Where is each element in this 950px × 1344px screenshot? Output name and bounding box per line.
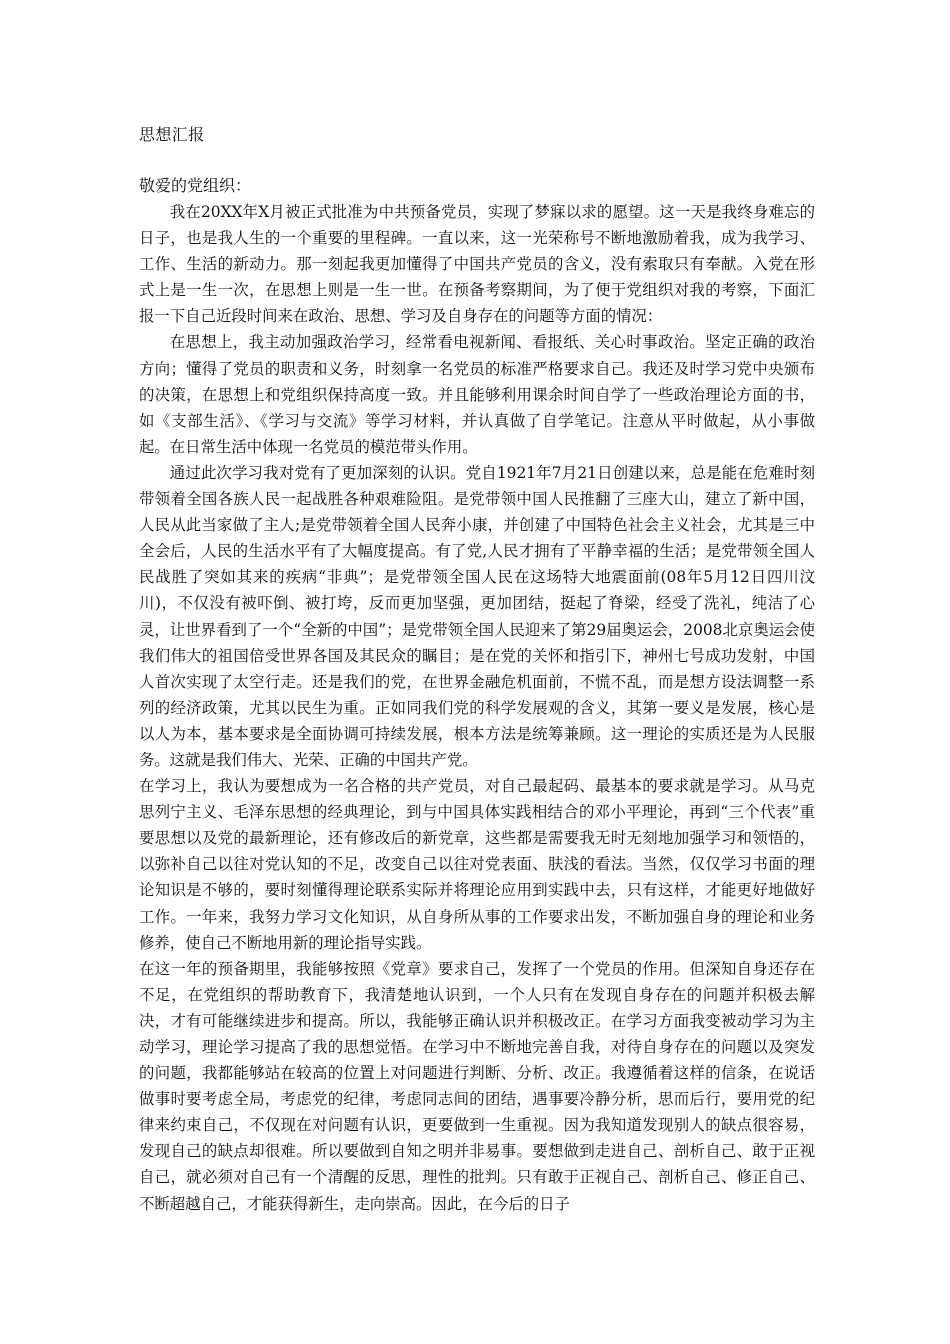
- document-title: 思想汇报: [139, 125, 205, 144]
- paragraph-study: 在学习上，我认为要想成为一名合格的共产党员，对自己最起码、最基本的要求就是学习。从马克思列宁主义、毛泽东思想的经典理论，到与中国具体实践相结合的邓小平理论，再到“三个代表”重要思想以及党的最新理论，还有修改后的新党章，这些都是需要我无时无刻地加强学习和领悟的，以弥补自己以往对党认知的不足，改变自己以往对党表面、肤浅的看法。当然，仅仅学习书面的理论知识是不够的，要时刻懂得理论联系实际并将理论应用到实践中去，只有这样，才能更好地做好工作。一年来，我努力学习文化知识，从自身所从事的工作要求出发，不断加强自身的理论和业务修养，使自己不断地用新的理论指导实践。: [139, 777, 815, 952]
- paragraph-intro: 我在20XX年X月被正式批准为中共预备党员，实现了梦寐以求的愿望。这一天是我终身难忘的日子，也是我人生的一个重要的里程碑。一直以来，这一光荣称号不断地激励着我，成为我学习、工作、生活的新动力。那一刻起我更加懂得了中国共产党员的含义，没有索取只有奉献。入党在形式上是一生一次，在思想上则是一生一世。在预备考察期间，为了便于党组织对我的考察，下面汇报一下自己近段时间来在政治、思想、学习及自身存在的问题等方面的情况：: [139, 203, 815, 326]
- paragraph-thought: 在思想上，我主动加强政治学习，经常看电视新闻、看报纸、关心时事政治。坚定正确的政治方向；懂得了党员的职责和义务，时刻拿一名党员的标准严格要求自己。我还及时学习党中央颁布的决策，在思想上和党组织保持高度一致。并且能够利用课余时间自学了一些政治理论方面的书，如《支部生活》、《学习与交流》等学习材料，并认真做了自学笔记。注意从平时做起，从小事做起。在日常生活中体现一名党员的模范带头作用。: [139, 333, 815, 456]
- document-body: [139, 199, 815, 1217]
- paragraph-party-history: 通过此次学习我对党有了更加深刻的认识。党自1921年7月21日创建以来，总是能在危难时刻带领着全国各族人民一起战胜各种艰难险阻。是党带领中国人民推翻了三座大山，建立了新中国，人民从此当家做了主人;是党带领着全国人民奔小康，并创建了中国特色社会主义社会，尤其是三中全会后，人民的生活水平有了大幅度提高。有了党,人民才拥有了平静幸福的生活；是党带领全国人民战胜了突如其来的疾病“非典”；是党带领全国人民在这场特大地震面前(08年5月12日四川汶川)，不仅没有被吓倒、被打垮，反而更加坚强，更加团结，挺起了脊梁，经受了洗礼，纯洁了心灵，让世界看到了一个“全新的中国”；是党带领全国人民迎来了第29届奥运会，2008北京奥运会使我们伟大的祖国倍受世界各国及其民众的瞩目；是在党的关怀和指引下，神州七号成功发射，中国人首次实现了太空行走。还是我们的党，在世界金融危机面前，不慌不乱，而是想方设法调整一系列的经济政策，尤其以民生为重。正如同我们党的科学发展观的含义，其第一要义是发展，核心是以人为本，基本要求是全面协调可持续发展，根本方法是统筹兼顾。这一理论的实质还是为人民服务。这就是我们伟大、光荣、正确的中国共产党。: [139, 463, 815, 769]
- salutation: 敬爱的党组织：: [139, 176, 252, 195]
- paragraph-self-reflection: 在这一年的预备期里，我能够按照《党章》要求自己，发挥了一个党员的作用。但深知自身还存在不足，在党组织的帮助教育下，我清楚地认识到，一个人只有在发现自身存在的问题并积极去解决，才有可能继续进步和提高。所以，我能够正确认识并积极改正。在学习方面我变被动学习为主动学习，理论学习提高了我的思想觉悟。在学习中不断地完善自我，对待自身存在的问题以及突发的问题，我都能够站在较高的位置上对问题进行判断、分析、改正。我遵循着这样的信条，在说话做事时要考虑全局，考虑党的纪律，考虑同志间的团结，遇事要冷静分析，思而后行，要用党的纪律来约束自己，不仅现在对问题有认识，更要做到一生重视。因为我知道发现别人的缺点很容易，发现自己的缺点却很难。所以要做到自知之明并非易事。要想做到走进自己、剖析自己、敢于正视自己，就必须对自己有一个清醒的反思，理性的批判。只有敢于正视自己、剖析自己、修正自己、不断超越自己，才能获得新生，走向崇高。因此，在今后的日子: [139, 959, 815, 1213]
